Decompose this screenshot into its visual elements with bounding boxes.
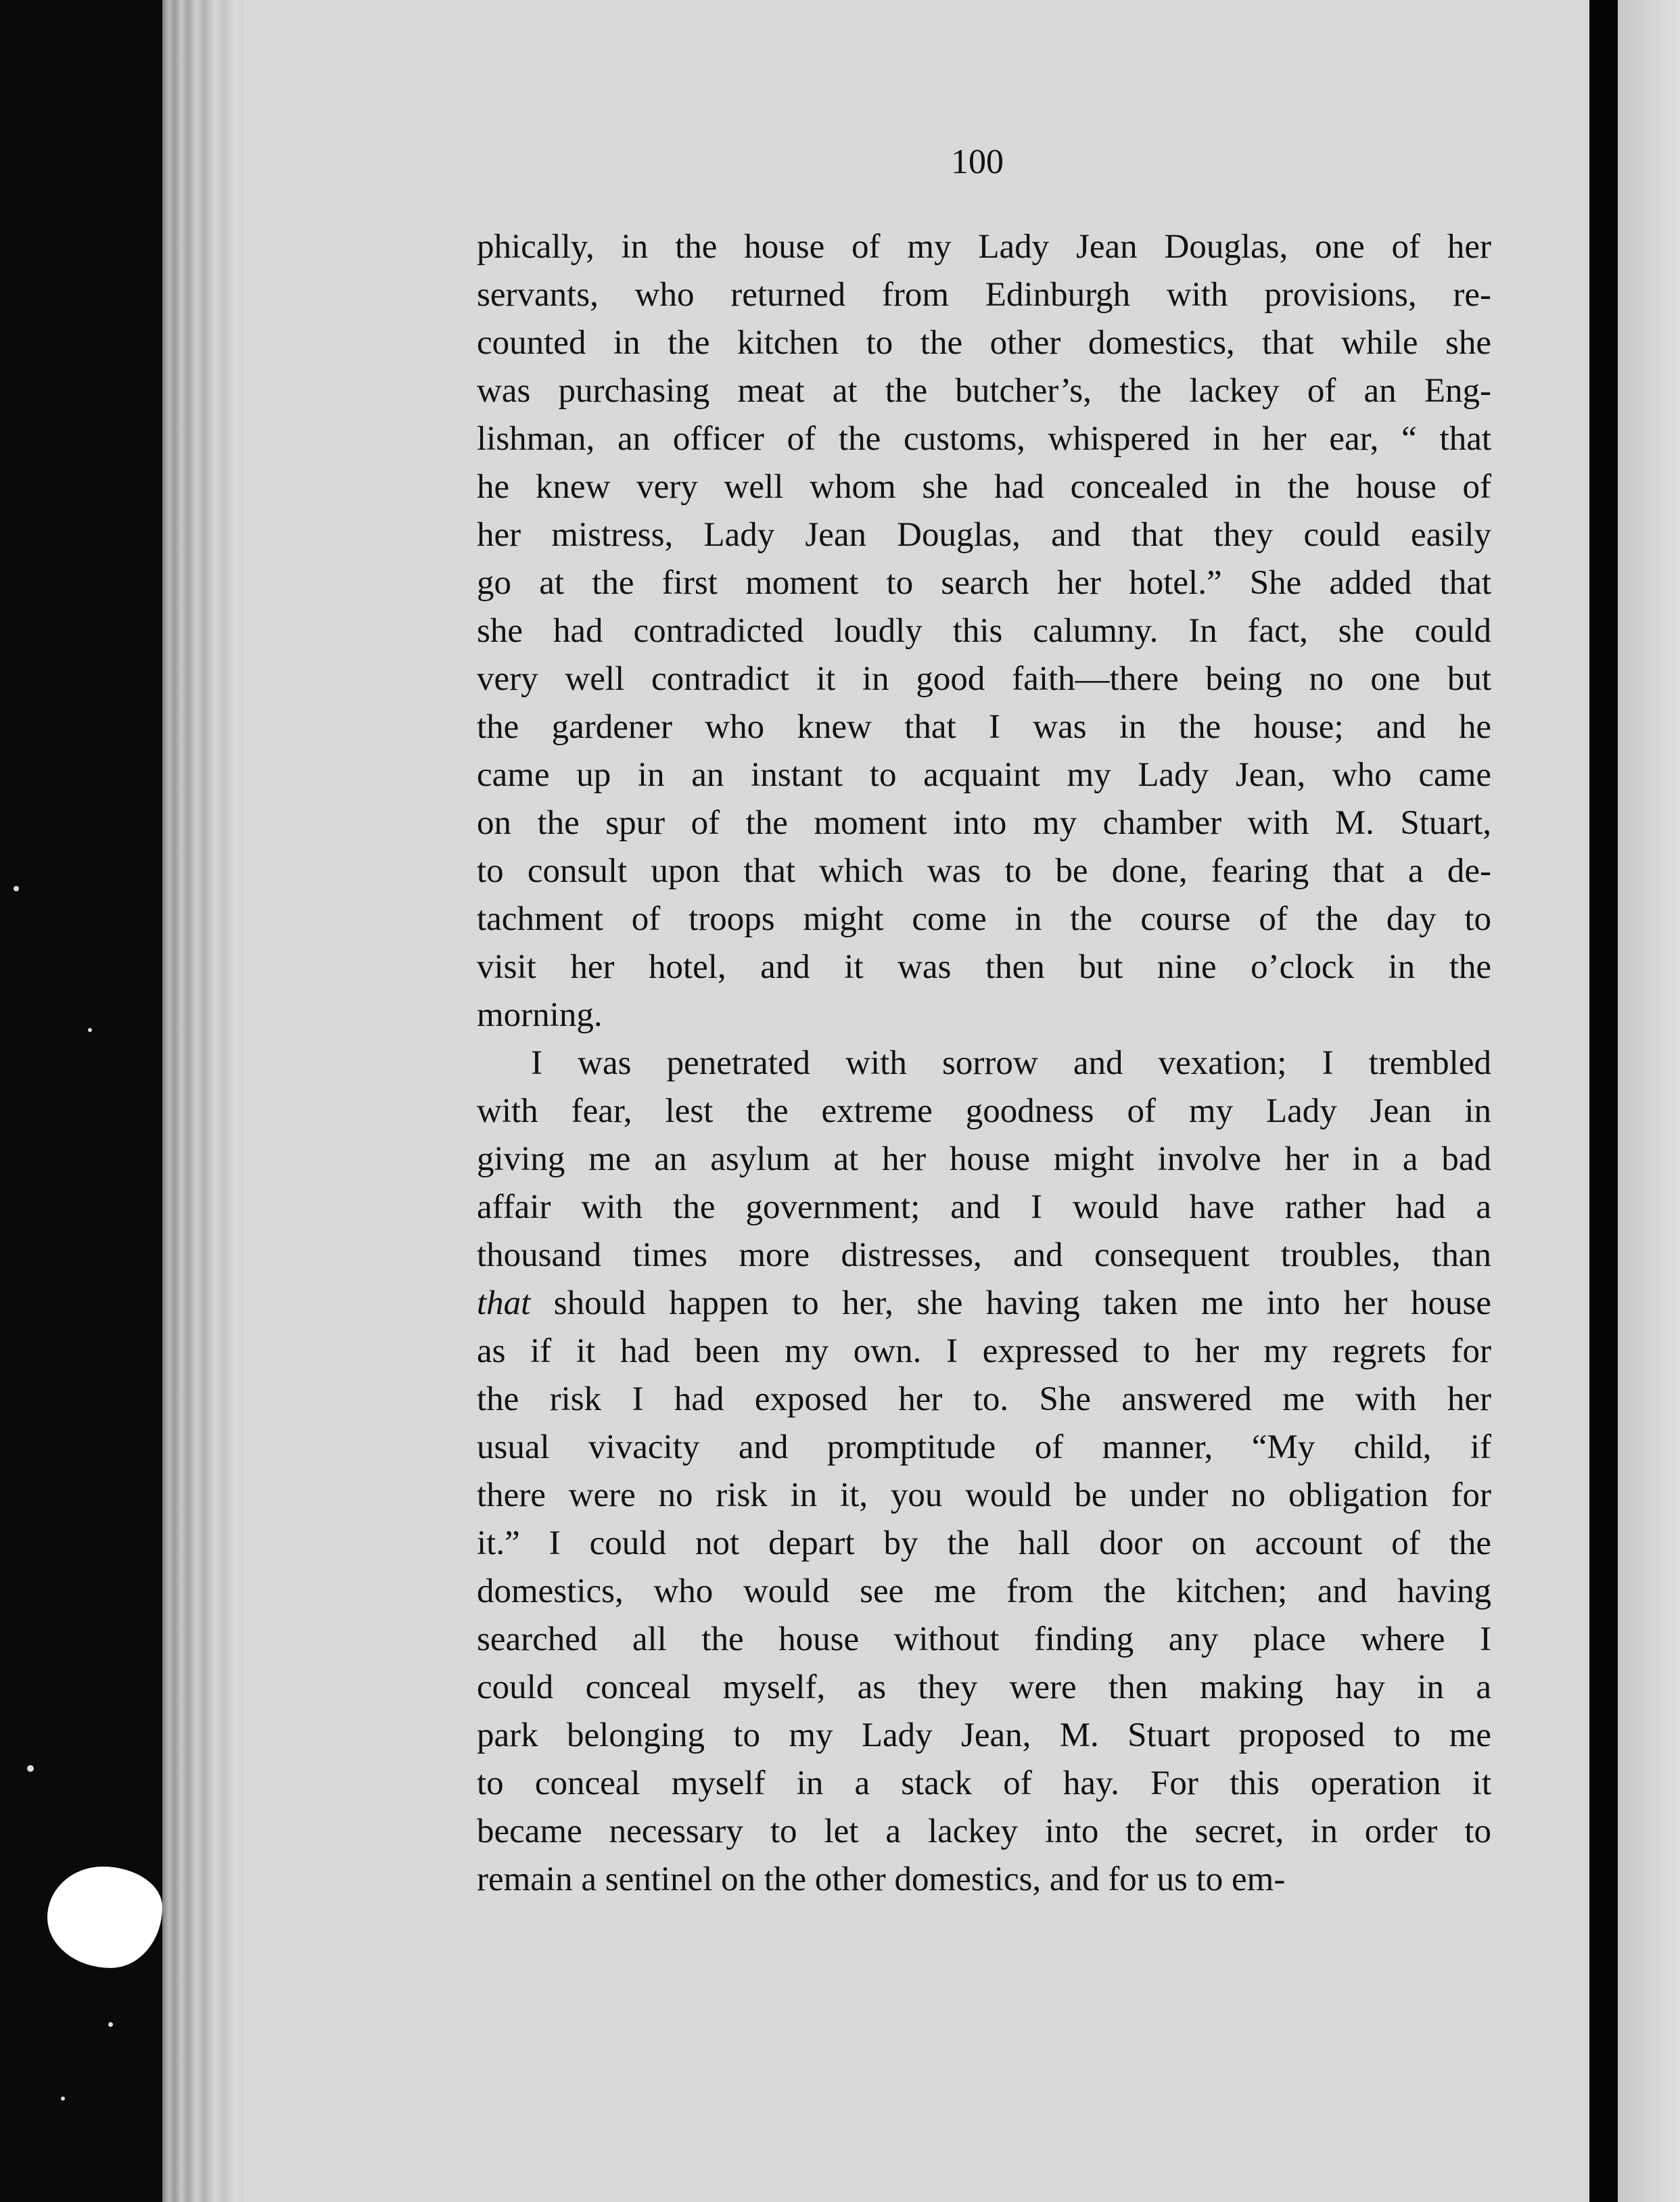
text-line: morning. [477,996,603,1034]
text-line: servants, who returned from Edinburgh with provisions, re- [477,276,1491,314]
paragraph-1 [477,223,1491,1039]
text-line: as if it had been my own. I expressed to her my regrets for [477,1332,1491,1370]
body-text [477,223,1491,1904]
page-number: 100 [951,143,1004,181]
text-line: she had contradicted loudly this calumny. In fact, she could [477,612,1491,650]
text-line: usual vivacity and promptitude of manner, “My child, if [477,1428,1491,1466]
book-gutter [1589,0,1618,2202]
text-line: counted in the kitchen to the other domestics, that while she [477,324,1491,362]
text-line: thousand times more distresses, and consequent troubles, than [477,1236,1491,1274]
text-line: it.” I could not depart by the hall door on account of the [477,1524,1491,1562]
text-line: domestics, who would see me from the kitchen; and having [477,1572,1491,1610]
text-line: the risk I had exposed her to. She answered me with her [477,1380,1491,1418]
text-line: lishman, an officer of the customs, whispered in her ear, “ that [477,420,1491,458]
text-line: to conceal myself in a stack of hay. For this operation it [477,1764,1491,1802]
text-line: go at the first moment to search her hotel.” She added that [477,564,1491,602]
text-line: was purchasing meat at the butcher’s, the lackey of an Eng- [477,372,1491,410]
margin-speck [27,1765,34,1772]
margin-speck [88,1028,92,1032]
text-line: searched all the house without finding any place where I [477,1620,1491,1658]
text-line: her mistress, Lady Jean Douglas, and that they could easily [477,516,1491,554]
italic-word: that [477,1284,531,1322]
text-line: very well contradict it in good faith—there being no one but [477,660,1491,698]
dark-margin [0,0,162,2202]
text-line: to consult upon that which was to be done, fearing that a de- [477,852,1491,890]
text-line: he knew very well whom she had concealed in the house of [477,468,1491,506]
text-line: giving me an asylum at her house might involve her in a bad [477,1140,1491,1178]
line-remainder: should happen to her, she having taken me into her house [530,1284,1491,1322]
text-line: could conceal myself, as they were then making hay in a [477,1668,1491,1706]
text-line: visit her hotel, and it was then but nine o’clock in the [477,948,1491,986]
margin-speck [108,2022,113,2027]
paragraph-2 [477,1039,1491,1904]
text-line: there were no risk in it, you would be under no obligation for [477,1476,1491,1514]
stacked-page-edges [162,0,243,2202]
ink-blot [47,1867,162,1968]
text-line: phically, in the house of my Lady Jean Douglas, one of her [477,228,1491,266]
text-line: remain a sentinel on the other domestics, and for us to em- [477,1860,1286,1898]
text-line: came up in an instant to acquaint my Lady Jean, who came [477,756,1491,794]
text-line [477,1280,1491,1328]
text-line: became necessary to let a lackey into the secret, in order to [477,1812,1491,1850]
text-line: I was penetrated with sorrow and vexation; I trembled [531,1044,1491,1082]
margin-speck [14,886,19,891]
text-line: affair with the government; and I would have rather had a [477,1188,1491,1226]
text-line: park belonging to my Lady Jean, M. Stuart proposed to me [477,1716,1491,1754]
margin-speck [61,2096,65,2101]
text-line: with fear, lest the extreme goodness of my Lady Jean in [477,1092,1491,1130]
adjacent-page-edge [1618,0,1680,2202]
text-line: tachment of troops might come in the course of the day to [477,900,1491,938]
text-line: the gardener who knew that I was in the house; and he [477,708,1491,746]
text-line: on the spur of the moment into my chamber with M. Stuart, [477,804,1491,842]
